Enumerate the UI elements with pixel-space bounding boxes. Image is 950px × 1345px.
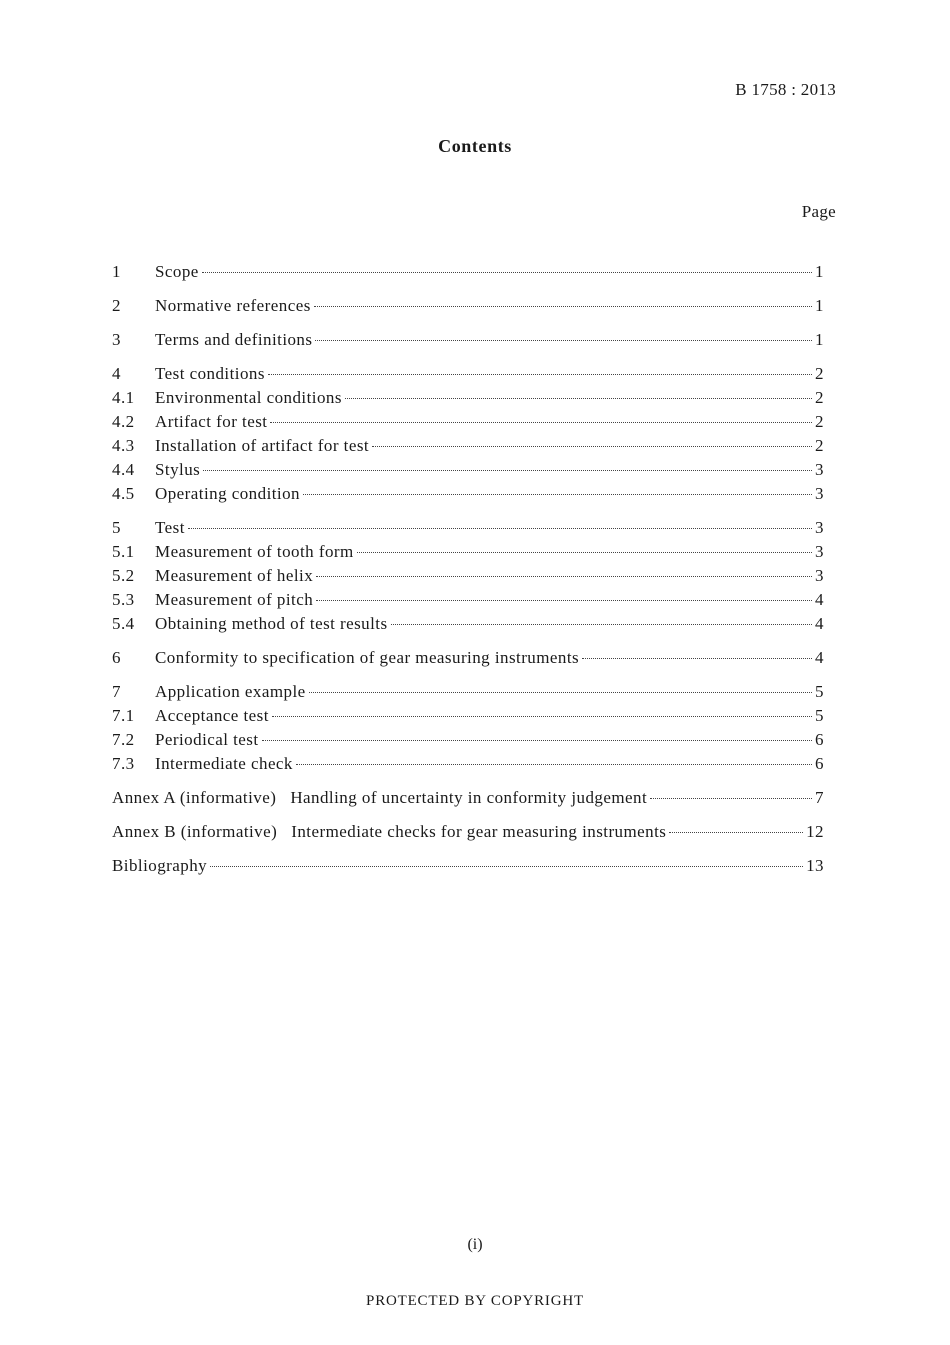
toc-entry-page: 6 [815, 754, 824, 773]
toc-entry-number: 5.3 [112, 590, 135, 609]
toc-entry-title: Periodical test [155, 730, 259, 749]
dot-leader [272, 715, 812, 717]
toc-entry-title: Stylus [155, 460, 201, 479]
toc-entry-number: 4.2 [112, 412, 135, 431]
toc-group [112, 518, 824, 638]
toc-entry[interactable] [112, 590, 824, 614]
toc-group [112, 296, 824, 320]
toc-entry-number: 6 [112, 648, 121, 667]
toc-entry-page: 2 [815, 412, 824, 431]
dot-leader [357, 551, 812, 553]
toc-entry[interactable] [112, 388, 824, 412]
toc-annex-entry[interactable] [112, 822, 824, 846]
annex-page: 7 [815, 788, 824, 807]
toc-entry-number: 5.4 [112, 614, 135, 633]
dot-leader [188, 527, 812, 529]
toc-group [112, 648, 824, 672]
toc-entry-page: 1 [815, 330, 824, 349]
toc-entry[interactable] [112, 730, 824, 754]
dot-leader [314, 305, 812, 307]
annex-title: Handling of uncertainty in conformity judgement [290, 788, 648, 807]
toc-entry-number: 7.3 [112, 754, 135, 773]
dot-leader [309, 691, 812, 693]
contents-title: Contents [438, 136, 512, 156]
toc-entry-number: 5.1 [112, 542, 135, 561]
dot-leader [315, 339, 812, 341]
dot-leader [202, 271, 812, 273]
toc-entry[interactable] [112, 682, 824, 706]
toc-entry-title: Measurement of tooth form [155, 542, 354, 561]
toc-entry-title: Application example [155, 682, 306, 701]
dot-leader [296, 763, 812, 765]
toc-entry-number: 4 [112, 364, 121, 383]
toc-entry[interactable] [112, 296, 824, 320]
toc-entry-number: 4.5 [112, 484, 135, 503]
dot-leader [316, 575, 812, 577]
toc-entry[interactable] [112, 262, 824, 286]
table-of-contents [112, 262, 824, 890]
toc-group [112, 856, 824, 880]
toc-entry[interactable] [112, 460, 824, 484]
toc-group [112, 364, 824, 508]
toc-entry-title: Artifact for test [155, 412, 268, 431]
page-column-heading: Page [801, 202, 836, 221]
bibliography-page: 13 [806, 856, 824, 875]
toc-entry-page: 2 [815, 436, 824, 455]
toc-entry-number: 7.2 [112, 730, 135, 749]
toc-entry-number: 7.1 [112, 706, 135, 725]
toc-entry-title: Installation of artifact for test [155, 436, 370, 455]
toc-entry-page: 3 [815, 484, 824, 503]
toc-entry-number: 1 [112, 262, 121, 281]
toc-entry-title: Obtaining method of test results [155, 614, 388, 633]
dot-leader [582, 657, 812, 659]
toc-entry-title: Test conditions [155, 364, 265, 383]
toc-entry-title: Intermediate check [155, 754, 293, 773]
toc-entry-page: 4 [815, 590, 824, 609]
toc-entry[interactable] [112, 436, 824, 460]
toc-group [112, 682, 824, 778]
toc-entry-title: Measurement of pitch [155, 590, 314, 609]
toc-entry-page: 3 [815, 542, 824, 561]
toc-group [112, 262, 824, 286]
dot-leader [316, 599, 812, 601]
annex-title: Intermediate checks for gear measuring instruments [291, 822, 667, 841]
toc-entry-page: 3 [815, 460, 824, 479]
dot-leader [210, 865, 803, 867]
toc-entry-page: 1 [815, 262, 824, 281]
toc-entry-number: 2 [112, 296, 121, 315]
dot-leader [270, 421, 812, 423]
dot-leader [650, 797, 812, 799]
bibliography-title: Bibliography [112, 856, 208, 875]
toc-entry-number: 4.4 [112, 460, 135, 479]
dot-leader [391, 623, 812, 625]
toc-entry[interactable] [112, 706, 824, 730]
toc-entry-page: 4 [815, 614, 824, 633]
toc-entry-title: Environmental conditions [155, 388, 342, 407]
toc-entry[interactable] [112, 330, 824, 354]
toc-entry-number: 5.2 [112, 566, 135, 585]
toc-bibliography-entry[interactable] [112, 856, 824, 880]
footer-page-number: (i) [467, 1236, 483, 1253]
toc-entry-title: Measurement of helix [155, 566, 314, 585]
toc-entry-title: Test [155, 518, 185, 537]
toc-entry-title: Normative references [155, 296, 311, 315]
toc-entry[interactable] [112, 754, 824, 778]
toc-entry-title: Terms and definitions [155, 330, 313, 349]
toc-entry-number: 7 [112, 682, 121, 701]
toc-entry[interactable] [112, 412, 824, 436]
toc-group [112, 788, 824, 812]
toc-entry[interactable] [112, 484, 824, 508]
document-number: B 1758 : 2013 [735, 80, 836, 99]
toc-entry-number: 5 [112, 518, 121, 537]
toc-entry-page: 3 [815, 518, 824, 537]
toc-entry-page: 6 [815, 730, 824, 749]
toc-entry[interactable] [112, 614, 824, 638]
toc-entry[interactable] [112, 566, 824, 590]
toc-entry-page: 3 [815, 566, 824, 585]
toc-group [112, 330, 824, 354]
toc-entry-page: 2 [815, 364, 824, 383]
annex-designation: Annex A (informative) [112, 788, 277, 807]
dot-leader [669, 831, 803, 833]
toc-entry-page: 1 [815, 296, 824, 315]
copyright-notice: PROTECTED BY COPYRIGHT [366, 1293, 584, 1309]
toc-entry-page: 5 [815, 682, 824, 701]
dot-leader [268, 373, 812, 375]
dot-leader [262, 739, 812, 741]
toc-entry-title: Scope [155, 262, 199, 281]
toc-entry-title: Operating condition [155, 484, 300, 503]
dot-leader [372, 445, 812, 447]
dot-leader [345, 397, 812, 399]
toc-group [112, 822, 824, 846]
toc-entry-page: 4 [815, 648, 824, 667]
toc-entry-number: 4.1 [112, 388, 135, 407]
toc-entry[interactable] [112, 518, 824, 542]
toc-entry[interactable] [112, 542, 824, 566]
toc-entry-number: 4.3 [112, 436, 135, 455]
toc-annex-entry[interactable] [112, 788, 824, 812]
toc-entry[interactable] [112, 648, 824, 672]
toc-entry[interactable] [112, 364, 824, 388]
dot-leader [203, 469, 812, 471]
annex-page: 12 [806, 822, 824, 841]
toc-entry-number: 3 [112, 330, 121, 349]
toc-entry-title: Acceptance test [155, 706, 269, 725]
dot-leader [303, 493, 812, 495]
toc-entry-page: 5 [815, 706, 824, 725]
toc-entry-page: 2 [815, 388, 824, 407]
annex-designation: Annex B (informative) [112, 822, 278, 841]
toc-entry-title: Conformity to specification of gear measuring instruments [155, 648, 580, 667]
